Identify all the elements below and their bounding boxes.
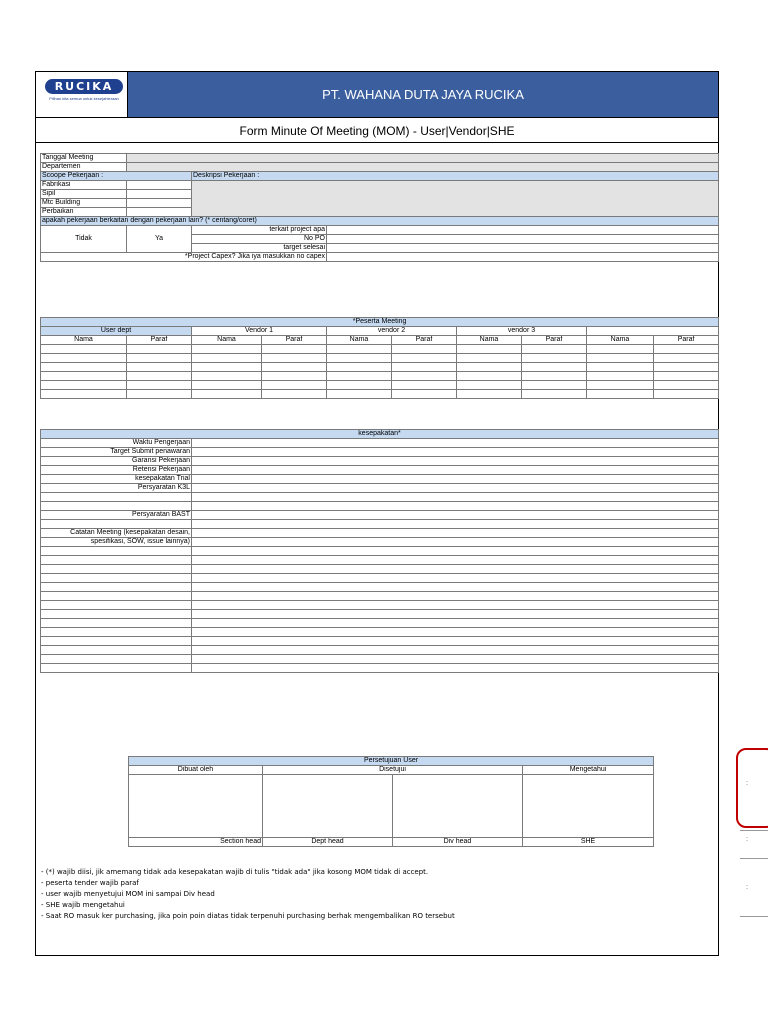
logo-cell — [36, 72, 128, 117]
fragment-line — [740, 830, 768, 831]
hdr-nama: Nama — [587, 336, 654, 345]
nopo-value[interactable] — [327, 235, 719, 244]
k3l-spacer — [41, 493, 192, 502]
col-extra — [587, 327, 719, 336]
label-scope: Scoope Pekerjaan : — [41, 172, 192, 181]
catatan-spacer — [41, 556, 192, 565]
peserta-row — [41, 390, 719, 399]
catatan-line[interactable] — [192, 556, 719, 565]
peserta-cell[interactable] — [587, 354, 654, 363]
perbaikan-check[interactable] — [127, 208, 192, 217]
catatan-line[interactable] — [192, 619, 719, 628]
label-tanggal: Tanggal Meeting — [41, 154, 127, 163]
catatan-line[interactable] — [192, 547, 719, 556]
bast-spacer — [41, 520, 192, 529]
peserta-cell[interactable] — [41, 390, 127, 399]
label-target: target selesai — [192, 244, 327, 253]
note-item: - user wajib menyetujui MOM ini sampai Div head — [41, 890, 215, 898]
col-disetujui: Disetujui — [263, 766, 523, 775]
signature-dept[interactable] — [263, 775, 393, 838]
peserta-cell[interactable] — [587, 363, 654, 372]
catatan-line[interactable] — [192, 601, 719, 610]
catatan-row — [41, 583, 719, 592]
logo-tagline: Pilihan kita semua untuk kesejahteraan — [49, 96, 119, 101]
notes — [41, 867, 455, 922]
label-capex: *Project Capex? Jika iya masukkan no capex — [41, 253, 327, 262]
catatan-spacer — [41, 655, 192, 664]
peserta-title: *Peserta Meeting — [41, 318, 719, 327]
peserta-row — [41, 372, 719, 381]
persetujuan-table — [128, 756, 654, 847]
peserta-cell[interactable] — [127, 372, 192, 381]
hdr-paraf: Paraf — [392, 336, 457, 345]
catatan-row — [41, 628, 719, 637]
bast-value[interactable] — [192, 511, 719, 520]
catatan-line[interactable] — [192, 583, 719, 592]
highlight-frame — [736, 748, 768, 828]
label-departemen: Departemen — [41, 163, 127, 172]
peserta-cell[interactable] — [192, 363, 262, 372]
catatan-row — [41, 610, 719, 619]
catatan-row — [41, 601, 719, 610]
catatan-spacer — [41, 547, 192, 556]
note-item: - peserta tender wajib paraf — [41, 879, 139, 887]
col-vendor1: Vendor 1 — [192, 327, 327, 336]
peserta-cell[interactable] — [327, 372, 392, 381]
catatan-line[interactable] — [192, 574, 719, 583]
hdr-paraf: Paraf — [127, 336, 192, 345]
catatan-line[interactable] — [192, 646, 719, 655]
catatan-spacer — [41, 619, 192, 628]
waktu-value[interactable] — [192, 439, 719, 448]
catatan-spacer — [41, 592, 192, 601]
catatan-spacer — [41, 664, 192, 673]
peserta-cell[interactable] — [127, 390, 192, 399]
terkait-value[interactable] — [327, 226, 719, 235]
peserta-cell[interactable] — [457, 363, 522, 372]
catatan-line[interactable] — [192, 637, 719, 646]
catatan-spacer — [41, 574, 192, 583]
catatan-line[interactable] — [192, 538, 719, 547]
hdr-paraf: Paraf — [262, 336, 327, 345]
peserta-cell[interactable] — [654, 345, 719, 354]
peserta-cell[interactable] — [457, 345, 522, 354]
form-title: Form Minute Of Meeting (MOM) - User|Vendor|SHE — [36, 117, 718, 143]
fragment-line — [740, 858, 768, 859]
peserta-cell[interactable] — [262, 345, 327, 354]
option-tidak[interactable]: Tidak — [41, 226, 127, 253]
col-dibuat: Dibuat oleh — [129, 766, 263, 775]
fragment-mark: : — [746, 884, 748, 891]
peserta-cell[interactable] — [41, 345, 127, 354]
catatan-row — [41, 574, 719, 583]
fragment-mark: : — [746, 836, 748, 843]
retensi-value[interactable] — [192, 466, 719, 475]
role-div-head: Div head — [393, 838, 523, 847]
peserta-cell[interactable] — [392, 390, 457, 399]
adjacent-page-fragment — [736, 748, 768, 918]
sipil-check[interactable] — [127, 190, 192, 199]
peserta-row — [41, 354, 719, 363]
capex-value[interactable] — [327, 253, 719, 262]
label-mtc: Mtc Building — [41, 199, 127, 208]
signature-she[interactable] — [523, 775, 654, 838]
catatan-spacer — [41, 601, 192, 610]
persetujuan-title: Persetujuan User — [129, 757, 654, 766]
peserta-cell[interactable] — [192, 372, 262, 381]
label-waktu: Waktu Pengerjaan — [41, 439, 192, 448]
note-item: - SHE wajib mengetahui — [41, 901, 125, 909]
peserta-cell[interactable] — [192, 381, 262, 390]
catatan-line[interactable] — [192, 529, 719, 538]
peserta-cell[interactable] — [327, 363, 392, 372]
company-name: PT. WAHANA DUTA JAYA RUCIKA — [322, 87, 524, 102]
hdr-paraf: Paraf — [522, 336, 587, 345]
catatan-rows — [41, 547, 719, 673]
peserta-cell[interactable] — [522, 345, 587, 354]
peserta-cell[interactable] — [262, 363, 327, 372]
peserta-cell[interactable] — [522, 354, 587, 363]
col-vendor3: vendor 3 — [457, 327, 587, 336]
peserta-cell[interactable] — [654, 354, 719, 363]
peserta-cell[interactable] — [587, 381, 654, 390]
form-header — [36, 72, 718, 117]
catatan-line[interactable] — [192, 655, 719, 664]
peserta-cell[interactable] — [587, 345, 654, 354]
target-submit-value[interactable] — [192, 448, 719, 457]
peserta-cell[interactable] — [587, 390, 654, 399]
peserta-row — [41, 381, 719, 390]
peserta-cell[interactable] — [41, 354, 127, 363]
peserta-cell[interactable] — [41, 381, 127, 390]
role-section-head: Section head — [129, 838, 263, 847]
k3l-line[interactable] — [192, 493, 719, 502]
hdr-nama: Nama — [457, 336, 522, 345]
peserta-cell[interactable] — [457, 381, 522, 390]
catatan-line[interactable] — [192, 565, 719, 574]
peserta-cell[interactable] — [654, 390, 719, 399]
kesepakatan-table — [40, 429, 719, 673]
peserta-cell[interactable] — [41, 363, 127, 372]
peserta-cell[interactable] — [262, 354, 327, 363]
trial-value[interactable] — [192, 475, 719, 484]
peserta-cell[interactable] — [127, 363, 192, 372]
peserta-cell[interactable] — [522, 372, 587, 381]
peserta-cell[interactable] — [327, 345, 392, 354]
catatan-line[interactable] — [192, 592, 719, 601]
peserta-cell[interactable] — [327, 390, 392, 399]
peserta-cell[interactable] — [262, 381, 327, 390]
catatan-row — [41, 637, 719, 646]
label-perbaikan: Perbaikan — [41, 208, 127, 217]
hdr-paraf: Paraf — [654, 336, 719, 345]
catatan-spacer — [41, 610, 192, 619]
label-sipil: Sipil — [41, 190, 127, 199]
peserta-cell[interactable] — [654, 372, 719, 381]
role-she: SHE — [523, 838, 654, 847]
catatan-row — [41, 547, 719, 556]
role-dept-head: Dept head — [263, 838, 393, 847]
label-k3l: Persyaratan K3L — [41, 484, 192, 493]
deskripsi-value[interactable] — [192, 181, 719, 217]
mtc-check[interactable] — [127, 199, 192, 208]
peserta-cell[interactable] — [654, 363, 719, 372]
fabrikasi-check[interactable] — [127, 181, 192, 190]
peserta-cell[interactable] — [127, 381, 192, 390]
peserta-row — [41, 345, 719, 354]
note-item: - Saat RO masuk ker purchasing, jika poin poin diatas tidak terpenuhi purchasing berhak mengembalikan RO tersebut — [41, 912, 455, 920]
catatan-line[interactable] — [192, 628, 719, 637]
peserta-cell[interactable] — [457, 372, 522, 381]
peserta-cell[interactable] — [392, 381, 457, 390]
label-bast: Persyaratan BAST — [41, 511, 192, 520]
col-vendor2: vendor 2 — [327, 327, 457, 336]
question-row: apakah pekerjaan berkaitan dengan pekerjaan lain? (* centang/coret) — [41, 217, 719, 226]
mom-form-sheet — [35, 71, 719, 956]
peserta-cell[interactable] — [192, 354, 262, 363]
peserta-cell[interactable] — [457, 354, 522, 363]
option-ya[interactable]: Ya — [127, 226, 192, 253]
info-table — [40, 153, 719, 262]
peserta-cell[interactable] — [654, 381, 719, 390]
peserta-cell[interactable] — [392, 372, 457, 381]
catatan-line[interactable] — [192, 664, 719, 673]
catatan-row — [41, 655, 719, 664]
fragment-line — [740, 916, 768, 917]
departemen-value[interactable] — [127, 163, 719, 172]
fragment-mark: : — [746, 780, 748, 787]
label-trial: kesepakatan Trial — [41, 475, 192, 484]
bast-line[interactable] — [192, 520, 719, 529]
peserta-cell[interactable] — [587, 372, 654, 381]
col-user-dept: User dept — [41, 327, 192, 336]
target-value[interactable] — [327, 244, 719, 253]
label-catatan-2: spesifikasi, SOW, issue lainnya) — [41, 538, 192, 547]
hdr-nama: Nama — [192, 336, 262, 345]
label-deskripsi: Deskripsi Pekerjaan : — [192, 172, 719, 181]
peserta-cell[interactable] — [192, 390, 262, 399]
peserta-row — [41, 363, 719, 372]
catatan-row — [41, 619, 719, 628]
k3l-value[interactable] — [192, 484, 719, 493]
peserta-cell[interactable] — [392, 363, 457, 372]
catatan-row — [41, 646, 719, 655]
peserta-cell[interactable] — [127, 345, 192, 354]
kesepakatan-title: kesepakatan* — [41, 430, 719, 439]
rucika-logo: RUCIKA — [45, 79, 123, 94]
catatan-row — [41, 592, 719, 601]
tanggal-value[interactable] — [127, 154, 719, 163]
note-item: - (*) wajib diisi, jik amemang tidak ada kesepakatan wajib di tulis "tidak ada" jika kosong MOM tidak di accept. — [41, 868, 429, 876]
label-fabrikasi: Fabrikasi — [41, 181, 127, 190]
peserta-cell[interactable] — [192, 345, 262, 354]
catatan-row — [41, 664, 719, 673]
catatan-spacer — [41, 565, 192, 574]
label-target-submit: Target Submit penawaran — [41, 448, 192, 457]
col-mengetahui: Mengetahui — [523, 766, 654, 775]
peserta-cell[interactable] — [457, 390, 522, 399]
catatan-row — [41, 565, 719, 574]
hdr-nama: Nama — [41, 336, 127, 345]
peserta-cell[interactable] — [522, 390, 587, 399]
catatan-line[interactable] — [192, 610, 719, 619]
catatan-spacer — [41, 646, 192, 655]
catatan-row — [41, 556, 719, 565]
label-retensi: Retensi Pekerjaan — [41, 466, 192, 475]
signature-div[interactable] — [393, 775, 523, 838]
peserta-cell[interactable] — [41, 372, 127, 381]
signature-section[interactable] — [129, 775, 263, 838]
label-garansi: Garansi Pekerjaan — [41, 457, 192, 466]
peserta-table — [40, 317, 719, 399]
peserta-cell[interactable] — [392, 345, 457, 354]
catatan-spacer — [41, 628, 192, 637]
peserta-cell[interactable] — [522, 363, 587, 372]
catatan-spacer — [41, 637, 192, 646]
peserta-cell[interactable] — [522, 381, 587, 390]
peserta-cell[interactable] — [262, 390, 327, 399]
peserta-cell[interactable] — [127, 354, 192, 363]
label-catatan-1: Catatan Meeting (kesepakatan desain, — [41, 529, 192, 538]
catatan-spacer — [41, 583, 192, 592]
peserta-cell[interactable] — [327, 354, 392, 363]
peserta-cell[interactable] — [392, 354, 457, 363]
label-nopo: No PO — [192, 235, 327, 244]
peserta-rows — [41, 345, 719, 399]
k3l-line[interactable] — [192, 502, 719, 511]
garansi-value[interactable] — [192, 457, 719, 466]
label-terkait: terkait project apa — [192, 226, 327, 235]
peserta-cell[interactable] — [262, 372, 327, 381]
hdr-nama: Nama — [327, 336, 392, 345]
peserta-cell[interactable] — [327, 381, 392, 390]
k3l-spacer — [41, 502, 192, 511]
